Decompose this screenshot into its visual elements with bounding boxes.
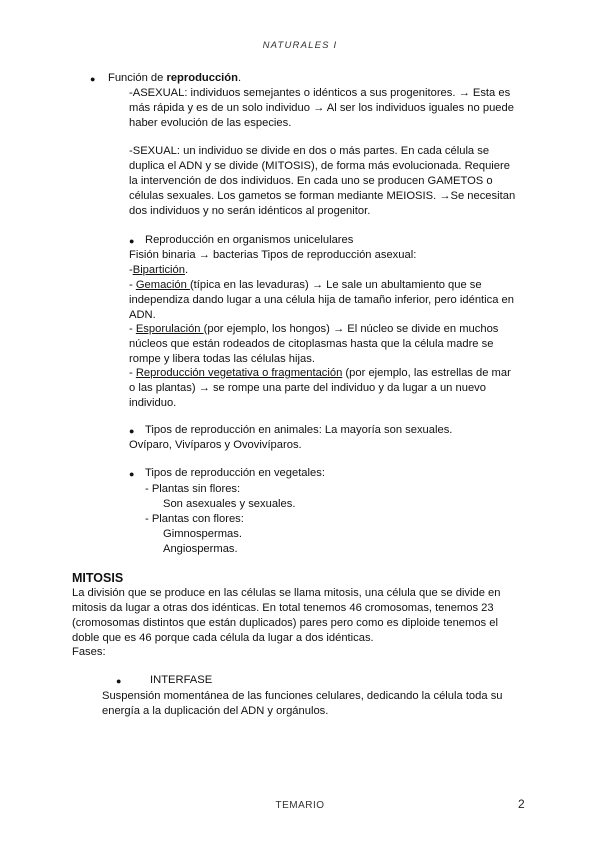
paragraph-line: mitosis da lugar a otras dos idénticas. En total tenemos 46 cromosomas, tenemos 23: [72, 602, 494, 614]
paragraph-line: individuo.: [129, 397, 177, 409]
bullet-icon: ●: [129, 469, 135, 479]
footer-title: TEMARIO: [275, 800, 325, 811]
vegetativa-line: - Reproducción vegetativa o fragmentación (por ejemplo, las estrellas de mar: [129, 367, 511, 379]
paragraph-line: ADN.: [129, 309, 156, 321]
paragraph-line: (cromosomas distintos que están duplicados) pares pero como es diploide tenemos el: [72, 617, 498, 629]
bullet-icon: ●: [129, 236, 135, 246]
bullet-icon: ●: [116, 676, 122, 686]
plantas-con-flores: - Plantas con flores:: [145, 513, 244, 525]
paragraph-line: -SEXUAL: un individuo se divide en dos o más partes. En cada célula se: [129, 145, 490, 157]
paragraph-line: La división que se produce en las células se llama mitosis, una célula que se divide en: [72, 587, 501, 599]
paragraph-line: Suspensión momentánea de las funciones celulares, dedicando la célula toda su: [102, 690, 503, 702]
paragraph-line: duplica el ADN y se divide (MITOSIS), de forma más evolucionada. Requiere: [129, 160, 510, 172]
fision-line: Fisión binaria → bacterias Tipos de reproducción asexual:: [129, 249, 417, 261]
paragraph-line: más rápida y es de un solo individuo → Al ser los individuos iguales no puede: [129, 102, 514, 114]
biparticion-term: Bipartición: [132, 264, 185, 276]
biparticion-line: -Bipartición.: [129, 264, 189, 276]
paragraph-line: haber evolución de las especies.: [129, 117, 292, 129]
paragraph-line: la intervención de dos individuos. En cada uno se producen GAMETOS o: [129, 175, 493, 187]
bullet-icon: ●: [90, 74, 96, 84]
esporulacion-line: - Esporulación (por ejemplo, los hongos) → El núcleo se divide en muchos: [129, 323, 499, 335]
vegetales-title: Tipos de reproducción en vegetales:: [145, 467, 325, 479]
plantas-sin-flores: - Plantas sin flores:: [145, 483, 241, 495]
reproduccion-intro: Función de reproducción.: [108, 72, 242, 84]
page-number: 2: [518, 797, 525, 811]
unicelulares-title: Reproducción en organismos unicelulares: [145, 234, 354, 246]
vegetativa-term: Reproducción vegetativa o fragmentación: [135, 367, 343, 379]
animales-types: Ovíparo, Vivíparos y Ovovivíparos.: [129, 439, 302, 451]
interfase-title: INTERFASE: [150, 674, 213, 686]
fases-label: Fases:: [72, 646, 106, 658]
gemacion-line: - Gemación (típica en las levaduras) → Le sale un abultamiento que se: [129, 279, 482, 291]
angiospermas: Angiospermas.: [163, 543, 238, 555]
gemacion-term: Gemación: [135, 279, 190, 291]
gimnospermas: Gimnospermas.: [163, 528, 242, 540]
esporulacion-term: Esporulación: [135, 323, 204, 335]
paragraph-line: núcleos que están rodeados de citoplasmas hasta que la célula madre se: [129, 338, 494, 350]
paragraph-line: independiza dando lugar a una célula hija de tamaño inferior, pero idéntica en: [129, 294, 515, 306]
paragraph-line: rompe y libera todas las células hijas.: [129, 353, 315, 365]
paragraph-line: células sexuales. Los gametos se forman mediante MEIOSIS. →Se necesitan: [129, 190, 516, 202]
bullet-icon: ●: [129, 426, 135, 436]
paragraph-line: energía a la duplicación del ADN y orgánulos.: [102, 705, 329, 717]
paragraph-line: dos individuos y no serán idénticos al progenitor.: [129, 205, 371, 217]
mitosis-heading: MITOSIS: [72, 571, 124, 585]
animales-title: Tipos de reproducción en animales: La mayoría son sexuales.: [145, 424, 453, 436]
paragraph-line: -ASEXUAL: individuos semejantes o idénticos a sus progenitores. → Esta es: [129, 87, 511, 99]
paragraph-line: o las plantas) → se rompe una parte del individuo y da lugar a un nuevo: [129, 382, 486, 394]
paragraph-line: doble que es 46 porque cada célula da lugar a dos idénticas.: [72, 632, 374, 644]
page-header-title: NATURALES I: [262, 40, 338, 51]
plantas-sin-flores-detail: Son asexuales y sexuales.: [163, 498, 296, 510]
